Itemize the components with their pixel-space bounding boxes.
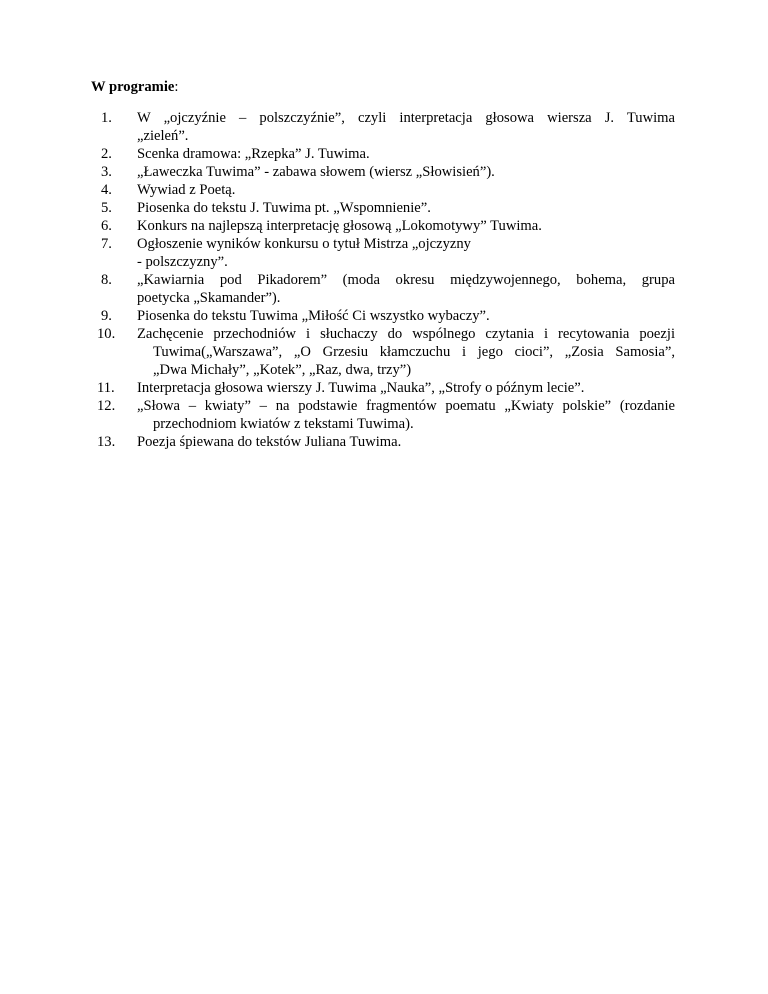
item-number: 4. [101,182,112,198]
item-text [137,397,675,433]
item-text [137,109,675,145]
item-line: Scenka dramowa: „Rzepka” J. Tuwima. [137,146,370,162]
item-line: „Dwa Michały”, „Kotek”, „Raz, dwa, trzy”) [153,362,412,378]
item-number: 5. [101,200,112,216]
item-line: Interpretacja głosowa wierszy J. Tuwima „Nauka”, „Strofy o późnym lecie”. [137,380,585,396]
item-line: „Kawiarnia pod Pikadorem” (moda okresu międzywojennego, bohema, grupa [137,272,675,288]
item-text [137,379,675,397]
program-item-10 [0,325,768,379]
program-list [0,109,768,451]
program-heading [91,78,178,96]
item-text [137,145,675,163]
program-item-4 [0,181,768,199]
item-line: Wywiad z Poetą. [137,182,236,198]
item-number: 7. [101,236,112,252]
item-line: „zieleń”. [137,128,189,144]
item-text [137,181,675,199]
program-item-11 [0,379,768,397]
item-number: 11. [97,380,115,396]
program-item-3 [0,163,768,181]
item-text [137,271,675,307]
item-number: 6. [101,218,112,234]
item-text [137,325,675,379]
program-item-6 [0,217,768,235]
item-number: 9. [101,308,112,324]
program-item-12 [0,397,768,433]
item-text [137,235,675,271]
program-item-8 [0,271,768,307]
item-line: - polszczyzny”. [137,254,228,270]
item-line: Zachęcenie przechodniów i słuchaczy do wspólnego czytania i recytowania poezji [137,326,675,342]
item-number: 3. [101,164,112,180]
item-text [137,163,675,181]
item-number: 12. [97,398,116,414]
item-text [137,217,675,235]
program-item-1 [0,109,768,145]
item-line: „Słowa – kwiaty” – na podstawie fragmentów poematu „Kwiaty polskie” (rozdanie [137,398,675,414]
item-line: poetycka „Skamander”). [137,290,281,306]
item-line: Piosenka do tekstu J. Tuwima pt. „Wspomnienie”. [137,200,431,216]
program-item-13 [0,433,768,451]
item-line: W „ojczyźnie – polszczyźnie”, czyli interpretacja głosowa wiersza J. Tuwima [137,110,675,126]
item-line: przechodniom kwiatów z tekstami Tuwima). [153,416,414,432]
item-number: 1. [101,110,112,126]
item-line: Konkurs na najlepszą interpretację głosową „Lokomotywy” Tuwima. [137,218,542,234]
item-line: Piosenka do tekstu Tuwima „Miłość Ci wszystko wybaczy”. [137,308,490,324]
program-heading-label: W programie [91,79,175,95]
program-item-5 [0,199,768,217]
program-item-7 [0,235,768,271]
item-line: Poezja śpiewana do tekstów Juliana Tuwima. [137,434,402,450]
item-text [137,307,675,325]
item-number: 10. [97,326,116,342]
item-number: 8. [101,272,112,288]
item-number: 13. [97,434,116,450]
item-line: „Ławeczka Tuwima” - zabawa słowem (wiersz „Słowisień”). [137,164,495,180]
program-item-9 [0,307,768,325]
item-text [137,199,675,217]
program-heading-colon: : [174,79,179,95]
item-text [137,433,675,451]
program-item-2 [0,145,768,163]
item-line: Ogłoszenie wyników konkursu o tytuł Mistrza „ojczyzny [137,236,471,252]
item-number: 2. [101,146,112,162]
item-line: Tuwima(„Warszawa”, „O Grzesiu kłamczuchu i jego cioci”, „Zosia Samosia”, [153,344,675,360]
